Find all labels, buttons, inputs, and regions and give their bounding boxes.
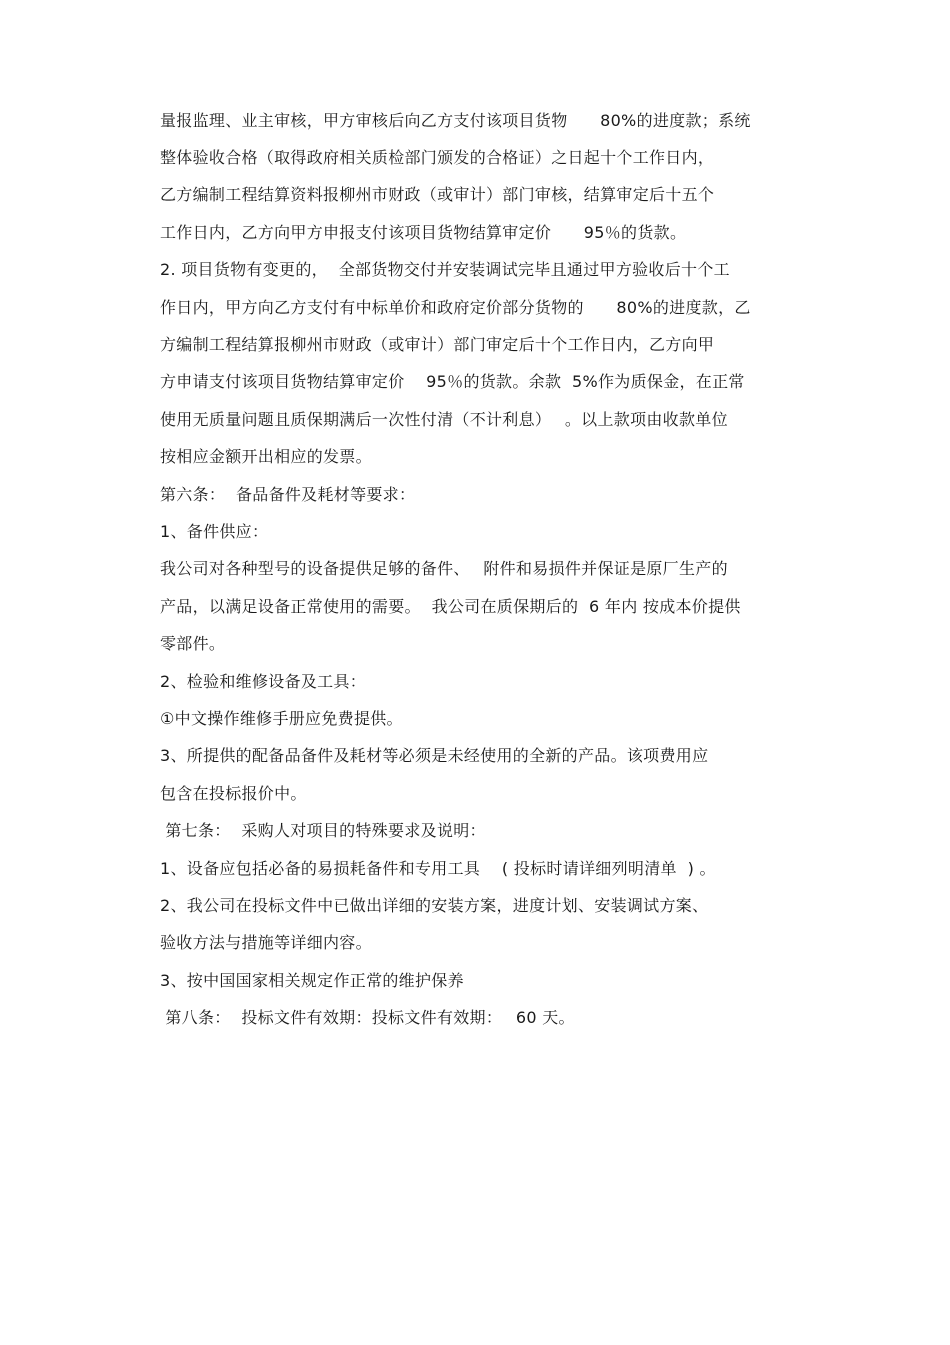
text-line-24: 3、按中国国家相关规定作正常的维护保养 [160, 971, 464, 990]
text-line-13: 我公司对各种型号的设备提供足够的备件、 附件和易损件并保证是原厂生产的 [160, 559, 728, 578]
text-line-17: ①中文操作维修手册应免费提供。 [160, 709, 403, 728]
text-line-18: 3、所提供的配备品备件及耗材等必须是未经使用的全新的产品。该项费用应 [160, 746, 709, 765]
section-heading-6: 第六条： 备品备件及耗材等要求： [160, 485, 416, 504]
text-line-5: 2. 项目货物有变更的， 全部货物交付并安装调试完毕且通过甲方验收后十个工 [160, 260, 730, 279]
text-line-6: 作日内，甲方向乙方支付有中标单价和政府定价部分货物的 80%的进度款，乙 [160, 298, 751, 317]
text-line-10: 按相应金额开出相应的发票。 [160, 447, 372, 466]
section-heading-7: 第七条： 采购人对项目的特殊要求及说明： [160, 821, 486, 840]
text-line-9: 使用无质量问题且质保期满后一次性付清（不计利息） 。以上款项由收款单位 [160, 410, 728, 429]
text-line-23: 验收方法与措施等详细内容。 [160, 933, 372, 952]
text-line-22: 2、我公司在投标文件中已做出详细的安装方案，进度计划、安装调试方案、 [160, 896, 709, 915]
text-line-19: 包含在投标报价中。 [160, 784, 307, 803]
text-line-2: 整体验收合格（取得政府相关质检部门颁发的合格证）之日起十个工作日内， [160, 148, 715, 167]
text-line-12: 1、备件供应： [160, 522, 269, 541]
text-line-8: 方申请支付该项目货物结算审定价 95％的货款。余款 5%作为质保金，在正常 [160, 372, 745, 391]
section-heading-8: 第八条： 投标文件有效期：投标文件有效期： 60 天。 [160, 1008, 575, 1027]
text-line-14: 产品，以满足设备正常使用的需要。 我公司在质保期后的 6 年内 按成本价提供 [160, 597, 741, 616]
text-line-4: 工作日内，乙方向甲方申报支付该项目货物结算审定价 95％的货款。 [160, 223, 687, 242]
text-line-21: 1、设备应包括必备的易损耗备件和专用工具 ( 投标时请详细列明清单 ) 。 [160, 859, 716, 878]
text-line-7: 方编制工程结算报柳州市财政（或审计）部门审定后十个工作日内，乙方向甲 [160, 335, 715, 354]
text-line-3: 乙方编制工程结算资料报柳州市财政（或审计）部门审核，结算审定后十五个 [160, 185, 715, 204]
text-line-16: 2、检验和维修设备及工具： [160, 672, 367, 691]
text-line-1: 量报监理、业主审核，甲方审核后向乙方支付该项目货物 80%的进度款；系统 [160, 111, 751, 130]
text-line-15: 零部件。 [160, 634, 226, 653]
